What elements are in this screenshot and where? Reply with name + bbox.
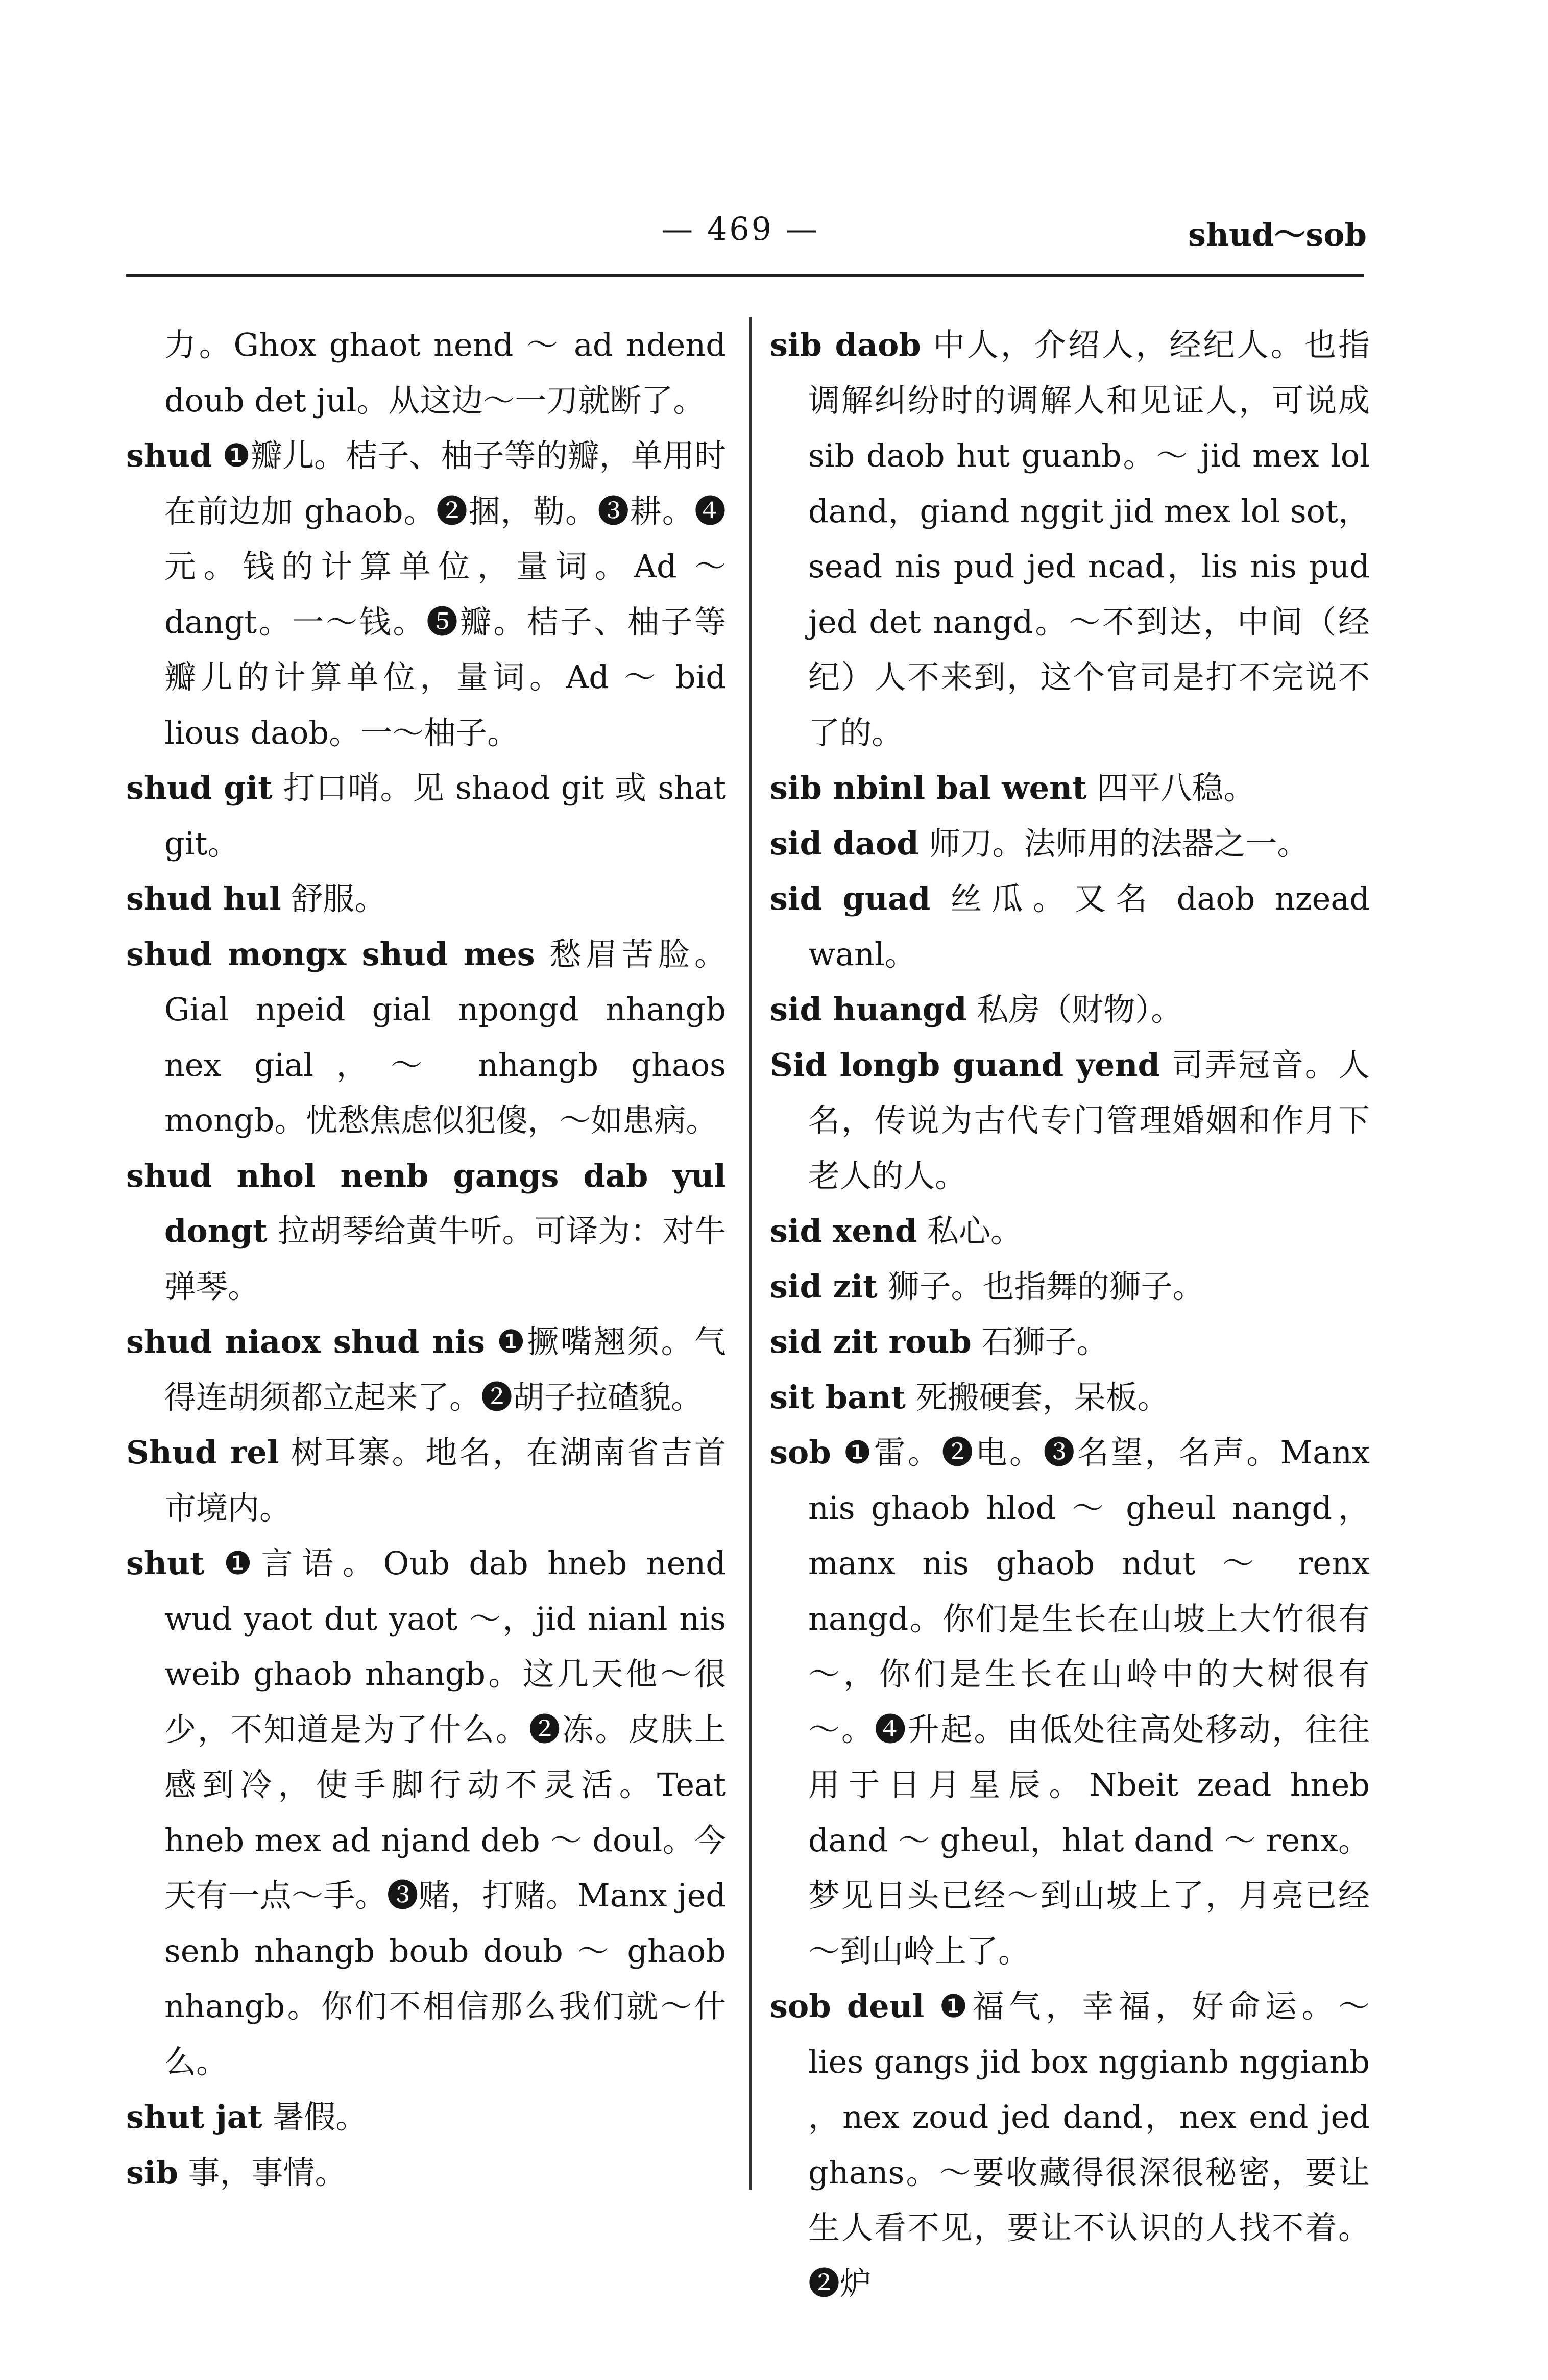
entry-definition: 暑假。	[262, 2098, 368, 2136]
dictionary-entry	[126, 1148, 726, 1315]
dictionary-entry	[126, 1425, 726, 1536]
entry-definition: 四平八稳。	[1086, 769, 1255, 806]
entry-definition: 愁眉苦脸。Gial npeid gial npongd nhangb nex gial，～ nhangb ghaos mongb。忧愁焦虑似犯傻，～如患病。	[164, 935, 726, 1139]
dictionary-entry	[126, 927, 726, 1148]
dictionary-entry	[126, 428, 726, 760]
entry-definition: ❶雷。❷电。❸名望，名声。Manx nis ghaob hlod ～ gheul nangd，manx nis ghaob ndut ～ renx nangd。你们是生长在山坡上大竹很有～，你们是生长在山岭中的大树很有～。❹升起。由低处往高处移动，往往用于日月星辰。Nbeit zead hneb dand ～ gheul，hlat dand ～ renx。梦见日头已经～到山坡上了，月亮已经～到山岭上了。	[808, 1434, 1370, 1970]
page-header-number: — 469 —	[661, 210, 819, 248]
entry-definition: 树耳寨。地名，在湖南省吉首市境内。	[164, 1434, 726, 1527]
entry-definition: 事，事情。	[178, 2153, 347, 2191]
dictionary-entry: 力。Ghox ghaot nend ～ ad ndend doub det jul。从这边～一刀就断了。	[164, 326, 726, 419]
right-column	[770, 317, 1370, 2311]
entry-headword: sob deul	[770, 1988, 925, 2025]
dictionary-entry	[126, 871, 726, 927]
column-divider	[749, 317, 752, 2190]
entry-definition: ❶福气，幸福，好命运。～ lies gangs jid box nggianb nggianb ，nex zoud jed dand，nex end jed ghans。～要收藏得很深很秘密，要让生人看不见，要让不认识的人找不着。❷炉	[808, 1988, 1370, 2302]
dictionary-entry	[126, 1314, 726, 1425]
dictionary-entry	[126, 760, 726, 871]
entry-definition: 拉胡琴给黄牛听。可译为：对牛弹琴。	[164, 1212, 726, 1305]
entry-headword: sob	[770, 1434, 831, 1471]
entry-headword: shud nhol nenb gangs dab yul dongt	[126, 1157, 726, 1249]
dictionary-entry	[126, 2145, 726, 2201]
dictionary-entry	[770, 317, 1370, 760]
entry-headword: shud mongx shud mes	[126, 935, 535, 973]
entry-headword: Sid longb guand yend	[770, 1046, 1160, 1084]
entry-definition: 狮子。也指舞的狮子。	[877, 1267, 1204, 1305]
entry-headword: shud niaox shud nis	[126, 1323, 485, 1360]
dictionary-entry	[126, 1536, 726, 2090]
entry-headword: sib	[126, 2153, 178, 2191]
entry-definition: ❶撅嘴翘须。气得连胡须都立起来了。❷胡子拉碴貌。	[164, 1323, 726, 1416]
entry-headword: shut jat	[126, 2098, 262, 2136]
entry-definition: 私心。	[917, 1212, 1022, 1249]
entry-definition: 丝瓜。又名 daob nzead wanl。	[808, 880, 1370, 973]
dictionary-entry	[770, 1259, 1370, 1315]
dictionary-entry	[126, 2090, 726, 2145]
dictionary-entry	[770, 1425, 1370, 1979]
entry-headword: sid daod	[770, 824, 919, 862]
dictionary-entry	[770, 816, 1370, 872]
entry-headword: sid guad	[770, 880, 931, 917]
entry-definition: 石狮子。	[971, 1323, 1108, 1360]
entry-definition: 私房（财物）。	[966, 991, 1183, 1028]
entry-headword: sid xend	[770, 1212, 917, 1249]
entry-definition: ❶瓣儿。桔子、柚子等的瓣，单用时在前边加 ghaob。❷捆，勒。❸耕。❹元。钱的计算单位，量词。Ad ～ dangt。一～钱。❺瓣。桔子、柚子等瓣儿的计算单位，量词。Ad ～ bid lious daob。一～柚子。	[164, 437, 726, 751]
dictionary-entry	[770, 1314, 1370, 1370]
entry-headword: shud hul	[126, 880, 281, 917]
entry-headword: sib nbinl bal went	[770, 769, 1087, 806]
entry-definition: 舒服。	[281, 880, 386, 917]
entry-headword: Shud rel	[126, 1434, 279, 1471]
header-rule	[126, 274, 1364, 277]
entry-headword: sid zit roub	[770, 1323, 972, 1360]
entry-headword: sit bant	[770, 1378, 906, 1416]
dictionary-entry	[770, 871, 1370, 982]
dictionary-entry	[770, 1979, 1370, 2311]
left-column	[126, 317, 726, 2200]
dictionary-entry	[770, 760, 1370, 816]
entry-definition: 司弄冠音。人名，传说为古代专门管理婚姻和作月下老人的人。	[808, 1046, 1370, 1194]
entry-definition: 打口哨。见 shaod git 或 shat git。	[164, 769, 727, 862]
entry-definition: 死搬硬套，呆板。	[905, 1378, 1169, 1416]
dictionary-entry	[770, 1370, 1370, 1426]
entry-headword: sib daob	[770, 326, 921, 363]
entry-headword: shut	[126, 1544, 205, 1582]
dictionary-entry	[770, 982, 1370, 1038]
entry-headword: shud	[126, 437, 212, 474]
page-header-guide-words: shud～sob	[1188, 216, 1367, 253]
entry-definition: 师刀。法师用的法器之一。	[918, 824, 1309, 862]
entry-definition: 中人，介绍人，经纪人。也指调解纠纷时的调解人和见证人，可说成 sib daob hut guanb。～ jid mex lol dand，giand nggit jid mex lol sot，sead nis pud jed ncad，lis nis pud jed det nangd。～不到达，中间（经纪）人不来到，这个官司是打不完说不了的。	[808, 326, 1370, 751]
entry-headword: sid zit	[770, 1267, 878, 1305]
entry-headword: sid huangd	[770, 991, 967, 1028]
dictionary-entry	[770, 1038, 1370, 1204]
entry-headword: shud git	[126, 769, 273, 806]
entry-definition: ❶言语。Oub dab hneb nend wud yaot dut yaot ～，jid nianl nis weib ghaob nhangb。这几天他～很少，不知道是为了什么。❷冻。皮肤上感到冷，使手脚行动不灵活。Teat hneb mex ad njand deb ～ doul。今天有一点～手。❸赌，打赌。Manx jed senb nhangb boub doub ～ ghaob nhangb。你们不相信那么我们就～什么。	[164, 1544, 726, 2080]
dictionary-entry	[770, 1204, 1370, 1259]
